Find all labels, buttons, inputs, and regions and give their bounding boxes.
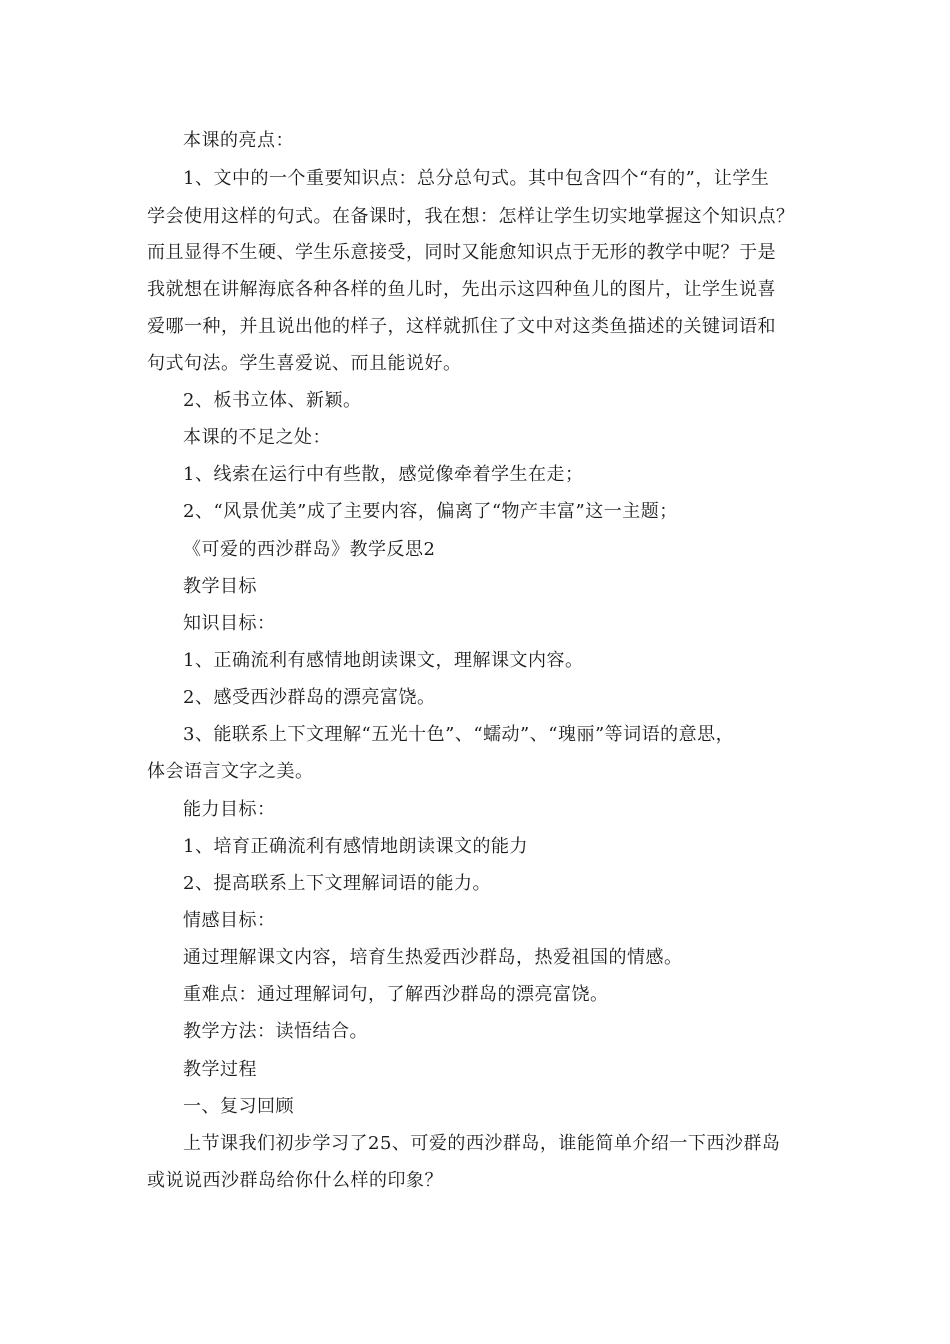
heading-line: 能力目标： [183,799,276,820]
paragraph-line: 2、提高联系上下文理解词语的能力。 [183,873,491,894]
heading-line: 知识目标： [183,613,276,634]
paragraph-line: 学会使用这样的句式。在备课时，我在想：怎样让学生切实地掌握这个知识点？ [147,206,795,227]
paragraph-line: 通过理解课文内容，培育生热爱西沙群岛，热爱祖国的情感。 [183,947,683,968]
paragraph-line: 2、感受西沙群岛的漂亮富饶。 [183,687,436,708]
heading-line: 教学过程 [183,1059,257,1080]
paragraph-line: 爱哪一种，并且说出他的样子，这样就抓住了文中对这类鱼描述的关键词语和 [147,316,776,337]
paragraph-line: 1、文中的一个重要知识点：总分总句式。其中包含四个“有的”，让学生 [183,168,770,189]
paragraph-line: 上节课我们初步学习了25、可爱的西沙群岛，谁能简单介绍一下西沙群岛 [183,1133,781,1154]
heading-line: 一、复习回顾 [183,1096,294,1117]
paragraph-line: 2、“风景优美”成了主要内容，偏离了“物产丰富”这一主题； [183,501,678,522]
paragraph-line: 3、能联系上下文理解“五光十色”、“蠕动”、“瑰丽”等词语的意思， [183,724,735,745]
paragraph-line: 本课的不足之处： [183,427,331,448]
paragraph-line: 教学方法：读悟结合。 [183,1021,368,1042]
section-title: 《可爱的西沙群岛》教学反思2 [183,539,436,560]
paragraph-line: 而且显得不生硬、学生乐意接受，同时又能愈知识点于无形的教学中呢？于是 [147,242,776,263]
paragraph-line: 体会语言文字之美。 [147,761,314,782]
paragraph-line: 2、板书立体、新颖。 [183,390,362,411]
paragraph-line: 1、培育正确流利有感情地朗读课文的能力 [183,836,528,857]
paragraph-line: 句式句法。学生喜爱说、而且能说好。 [147,353,462,374]
heading-line: 教学目标 [183,576,257,597]
paragraph-line: 本课的亮点： [183,130,294,151]
paragraph-line: 1、线索在运行中有些散，感觉像牵着学生在走； [183,464,584,485]
paragraph-line: 重难点：通过理解词句，了解西沙群岛的漂亮富饶。 [183,984,609,1005]
paragraph-line: 1、正确流利有感情地朗读课文，理解课文内容。 [183,650,584,671]
heading-line: 情感目标： [183,910,276,931]
paragraph-line: 我就想在讲解海底各种各样的鱼儿时，先出示这四种鱼儿的图片，让学生说喜 [147,279,776,300]
paragraph-line: 或说说西沙群岛给你什么样的印象？ [147,1170,443,1191]
